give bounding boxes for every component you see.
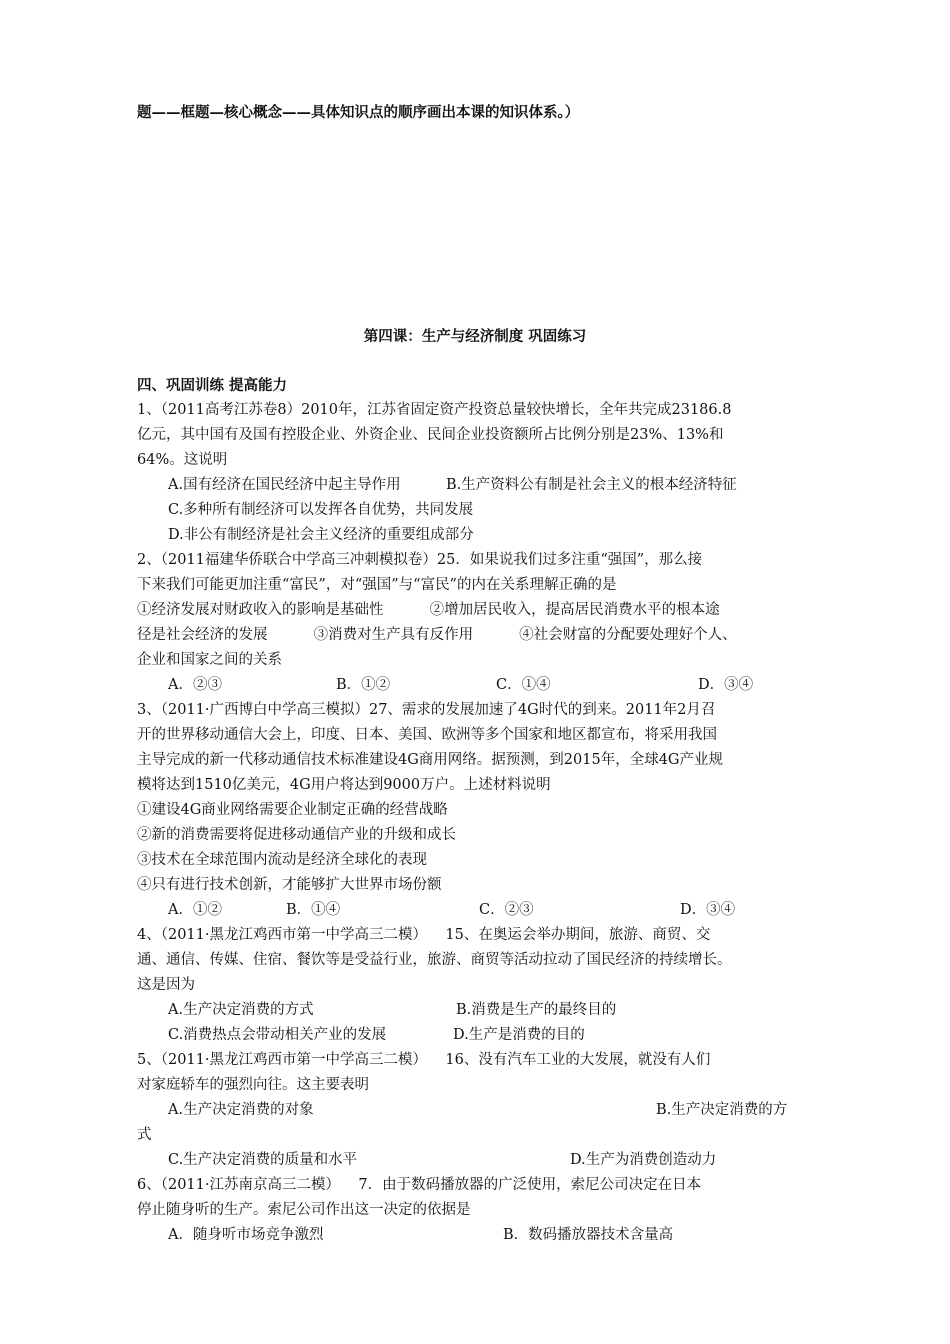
q5-option-b: B.生产决定消费的方 xyxy=(656,1102,788,1118)
q3-statement-4: ④只有进行技术创新，才能够扩大世界市场份额 xyxy=(137,877,442,893)
q4-option-c: C.消费热点会带动相关产业的发展 xyxy=(168,1027,387,1043)
q2-line-5: 企业和国家之间的关系 xyxy=(137,652,282,668)
q2-option-b: B．①② xyxy=(336,677,391,693)
q2-line-2: 下来我们可能更加注重“富民”，对“强国”与“富民”的内在关系理解正确的是 xyxy=(137,577,617,593)
q3-option-c: C．②③ xyxy=(479,902,534,918)
q5-option-d: D.生产为消费创造动力 xyxy=(570,1152,717,1168)
q3-statement-2: ②新的消费需要将促进移动通信产业的升级和成长 xyxy=(137,827,456,843)
q4-line-3: 这是因为 xyxy=(137,977,195,993)
q6-option-b: B．数码播放器技术含量高 xyxy=(503,1227,674,1243)
q4-line-1: 4、（2011·黑龙江鸡西市第一中学高三二模） 15、在奥运会举办期间，旅游、商贸、交 xyxy=(137,927,711,943)
q6-line-2: 停止随身听的生产。索尼公司作出这一决定的依据是 xyxy=(137,1202,471,1218)
q5-line-2: 对家庭轿车的强烈向往。这主要表明 xyxy=(137,1077,369,1093)
q5-option-a: A.生产决定消费的对象 xyxy=(168,1102,314,1118)
q5-line-1: 5、（2011·黑龙江鸡西市第一中学高三二模） 16、没有汽车工业的大发展，就没有人们 xyxy=(137,1052,711,1068)
q3-option-d: D．③④ xyxy=(680,902,736,918)
q3-line-4: 模将达到1510亿美元，4G用户将达到9000万户。上述材料说明 xyxy=(137,777,551,793)
intro-line: 题——框题—核心概念——具体知识点的顺序画出本课的知识体系。） xyxy=(137,104,580,121)
q3-statement-3: ③技术在全球范围内流动是经济全球化的表现 xyxy=(137,852,427,868)
q4-line-2: 通、通信、传媒、住宿、餐饮等是受益行业，旅游、商贸等活动拉动了国民经济的持续增长。 xyxy=(137,952,732,968)
q2-option-a: A．②③ xyxy=(168,677,222,693)
q4-option-a: A.生产决定消费的方式 xyxy=(168,1002,314,1018)
q3-line-1: 3、（2011·广西博白中学高三模拟）27、需求的发展加速了4G时代的到来。2011年2月召 xyxy=(137,702,716,718)
q3-line-2: 开的世界移动通信大会上，印度、日本、美国、欧洲等多个国家和地区都宣布，将采用我国 xyxy=(137,727,717,743)
q4-option-b: B.消费是生产的最终目的 xyxy=(456,1002,617,1018)
q2-option-d: D．③④ xyxy=(698,677,754,693)
q3-line-3: 主导完成的新一代移动通信技术标准建设4G商用网络。据预测，到2015年，全球4G产业规 xyxy=(137,752,724,768)
section-heading: 四、巩固训练 提高能力 xyxy=(137,377,288,394)
q2-option-c: C．①④ xyxy=(496,677,551,693)
q1-option-a: A.国有经济在国民经济中起主导作用 xyxy=(168,477,401,493)
q1-line-3: 64%。这说明 xyxy=(137,452,228,468)
q1-line-1: 1、（2011高考江苏卷8）2010年，江苏省固定资产投资总量较快增长，全年共完成23186.8 xyxy=(137,402,732,418)
q3-option-b: B．①④ xyxy=(286,902,341,918)
q4-option-d: D.生产是消费的目的 xyxy=(453,1027,585,1043)
q1-option-b: B.生产资料公有制是社会主义的根本经济特征 xyxy=(446,477,737,493)
q2-line-3: ①经济发展对财政收入的影响是基础性 ②增加居民收入，提高居民消费水平的根本途 xyxy=(137,602,720,618)
q6-option-a: A．随身听市场竞争激烈 xyxy=(168,1227,324,1243)
q2-line-4: 径是社会经济的发展 ③消费对生产具有反作用 ④社会财富的分配要处理好个人、 xyxy=(137,627,737,643)
lesson-title: 第四课：生产与经济制度 巩固练习 xyxy=(363,328,587,345)
q2-line-1: 2、（2011福建华侨联合中学高三冲刺模拟卷）25．如果说我们过多注重“强国”，那么接 xyxy=(137,552,703,568)
q3-option-a: A．①② xyxy=(168,902,222,918)
q5-option-b-wrap: 式 xyxy=(137,1127,152,1143)
q1-option-c: C.多种所有制经济可以发挥各自优势，共同发展 xyxy=(168,502,474,518)
q3-statement-1: ①建设4G商业网络需要企业制定正确的经营战略 xyxy=(137,802,448,818)
q5-option-c: C.生产决定消费的质量和水平 xyxy=(168,1152,358,1168)
q1-option-d: D.非公有制经济是社会主义经济的重要组成部分 xyxy=(168,527,474,543)
q6-line-1: 6、（2011·江苏南京高三二模） 7．由于数码播放器的广泛使用，索尼公司决定在日本 xyxy=(137,1177,702,1193)
q1-line-2: 亿元，其中国有及国有控股企业、外资企业、民间企业投资额所占比例分别是23%、13%和 xyxy=(137,427,724,443)
